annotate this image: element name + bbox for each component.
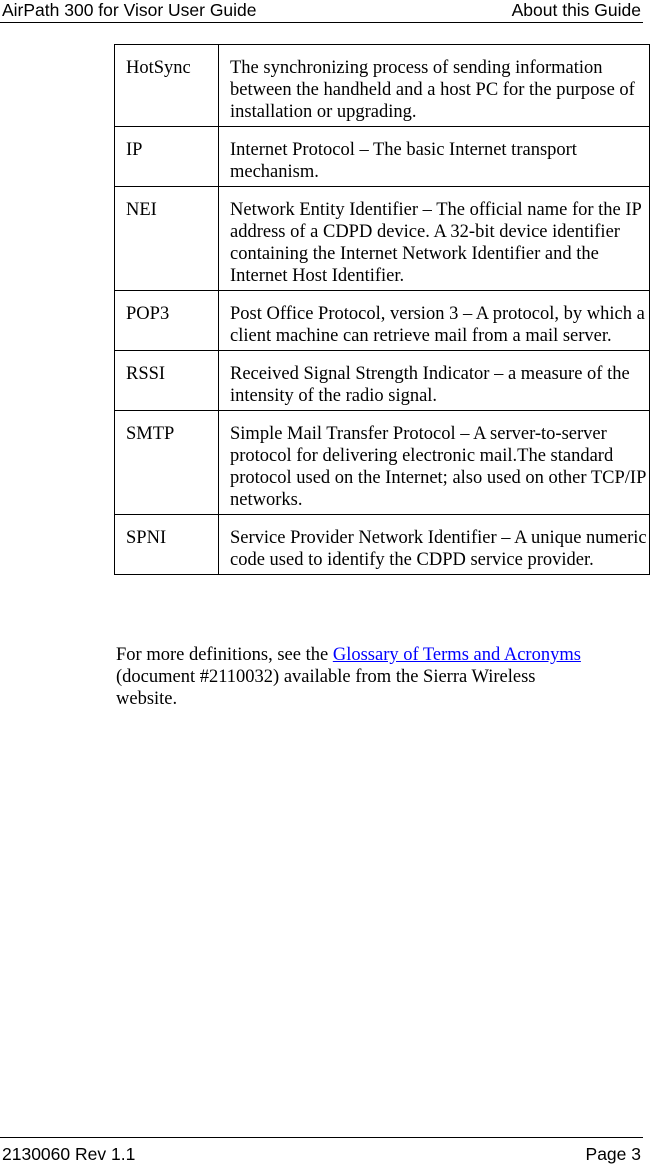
glossary-definition: Service Provider Network Identifier – A unique numeric code used to identify the CDPD service provider. xyxy=(219,515,650,575)
glossary-term: POP3 xyxy=(115,291,219,351)
glossary-row xyxy=(115,291,650,351)
glossary-term: RSSI xyxy=(115,351,219,411)
glossary-term: SMTP xyxy=(115,411,219,515)
page-header xyxy=(0,0,643,23)
glossary-row xyxy=(115,127,650,187)
glossary-term: IP xyxy=(115,127,219,187)
glossary-term: NEI xyxy=(115,187,219,291)
glossary-definition: Network Entity Identifier – The official name for the IP address of a CDPD device. A 32-bit device identifier containing the Internet Network Identifier and the Internet Host Identifier. xyxy=(219,187,650,291)
glossary-definition: Received Signal Strength Indicator – a measure of the intensity of the radio signal. xyxy=(219,351,650,411)
glossary-row xyxy=(115,351,650,411)
glossary-term: HotSync xyxy=(115,45,219,127)
glossary-definition: The synchronizing process of sending information between the handheld and a host PC for the purpose of installation or upgrading. xyxy=(219,45,650,127)
glossary-row xyxy=(115,45,650,127)
document-title: AirPath 300 for Visor User Guide xyxy=(2,0,257,20)
section-title: About this Guide xyxy=(511,0,641,20)
more-definitions-suffix: (document #2110032) available from the Sierra Wireless website. xyxy=(116,667,536,709)
glossary-link[interactable]: Glossary of Terms and Acronyms xyxy=(332,645,581,665)
glossary-row xyxy=(115,411,650,515)
glossary-definition: Simple Mail Transfer Protocol – A server-to-server protocol for delivering electronic mail.The standard protocol used on the Internet; also used on other TCP/IP networks. xyxy=(219,411,650,515)
glossary-row xyxy=(115,187,650,291)
document-number: 2130060 Rev 1.1 xyxy=(2,1144,136,1164)
glossary-table xyxy=(114,44,650,575)
glossary-definition: Post Office Protocol, version 3 – A protocol, by which a client machine can retrieve mail from a mail server. xyxy=(219,291,650,351)
page-footer xyxy=(0,1137,643,1164)
page-number: Page 3 xyxy=(585,1144,641,1164)
more-definitions-paragraph xyxy=(116,644,596,710)
more-definitions-prefix: For more definitions, see the xyxy=(116,645,333,665)
glossary-term: SPNI xyxy=(115,515,219,575)
glossary-definition: Internet Protocol – The basic Internet transport mechanism. xyxy=(219,127,650,187)
glossary-row xyxy=(115,515,650,575)
